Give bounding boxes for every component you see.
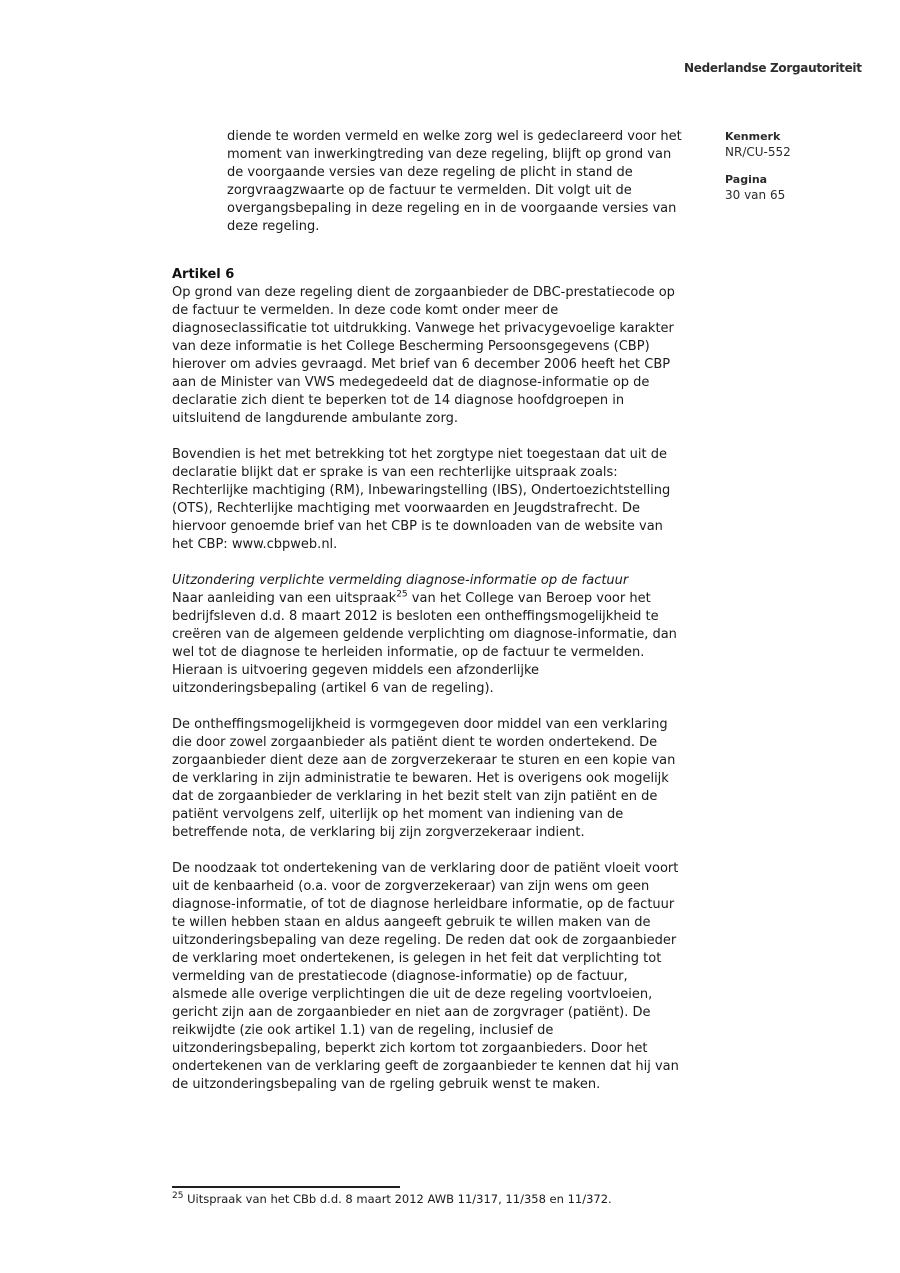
- document-meta-sidebar: [725, 130, 875, 202]
- uitzondering-paragraph-3: De noodzaak tot ondertekening van de verklaring door de patiënt vloeit voort uit de kenbaarheid (o.a. voor de zorgverzekeraar) van zijn wens om geen diagnose-informatie, of tot de diagnose herleidbare informatie, op de factuur te willen hebben staan en aldus aangeeft gebruik te willen maken van de uitzonderingsbepaling van deze regeling. De reden dat ook de zorgaanbieder de verklaring moet ondertekenen, is gelegen in het feit dat verplichting tot vermelding van de prestatiecode (diagnose-informatie) op de factuur, alsmede alle overige verplichtingen die uit de deze regeling voortvloeien, gericht zijn aan de zorgaanbieder en niet aan de zorgvrager (patiënt). De reikwijdte (zie ook artikel 1.1) van de regeling, inclusief de uitzonderingsbepaling, beperkt zich kortom tot zorgaanbieders. Door het ondertekenen van de verklaring geeft de zorgaanbieder te kennen dat hij van de uitzonderingsbepaling van de rgeling gebruik wenst te maken.: [172, 861, 679, 1092]
- footnote-separator-rule: [172, 1186, 400, 1188]
- artikel-6-heading: Artikel 6: [172, 267, 235, 282]
- uitzondering-paragraph-1-continuation: van het College van Beroep voor het bedrijfsleven d.d. 8 maart 2012 is besloten een ontheffingsmogelijkheid te creëren van de algemeen geldende verplichting om diagnose-informatie, dan wel tot de diagnose te herleiden informatie, op de factuur te vermelden. Hieraan is uitvoering gegeven middels een afzonderlijke uitzonderingsbepaling (artikel 6 van de regeling).: [172, 591, 677, 696]
- uitzondering-paragraph-1-text: Naar aanleiding van een uitspraak: [172, 591, 397, 606]
- intro-paragraph: diende te worden vermeld en welke zorg wel is gedeclareerd voor het moment van inwerkingtreding van deze regeling, blijft op grond van de voorgaande versies van deze regeling de plicht in stand de zorgvraagzwaarte op de factuur te vermelden. Dit volgt uit de overgangsbepaling in deze regeling en in de voorgaande versies van deze regeling.: [227, 129, 682, 234]
- footnote-reference-25: 25: [396, 589, 408, 600]
- footnote-marker-25: 25: [172, 1191, 184, 1202]
- footnote-section: [172, 1186, 683, 1207]
- document-body: [172, 128, 683, 1094]
- nza-logo: Nederlandse Zorgautoriteit: [684, 61, 862, 75]
- artikel-6-paragraph-2: Bovendien is het met betrekking tot het zorgtype niet toegestaan dat uit de declaratie blijkt dat er sprake is van een rechterlijke uitspraak zoals: Rechterlijke machtiging (RM), Inbewaringstelling (IBS), Ondertoezichtstelling (OTS), Rechterlijke machtiging met voorwaarden en Jeugdstrafrecht. De hiervoor genoemde brief van het CBP is te downloaden van de website van het CBP: www.cbpweb.nl.: [172, 447, 671, 552]
- artikel-6-paragraph-1: Op grond van deze regeling dient de zorgaanbieder de DBC-prestatiecode op de factuur te vermelden. In deze code komt onder meer de diagnoseclassificatie tot uitdrukking. Vanwege het privacygevoelige karakter van deze informatie is het College Bescherming Persoonsgegevens (CBP) hierover om advies gevraagd. Met brief van 6 december 2006 heeft het CBP aan de Minister van VWS medegedeeld dat de diagnose-informatie op de declaratie zich dient te beperken tot de 14 diagnose hoofdgroepen in uitsluitend de langdurende ambulante zorg.: [172, 285, 675, 426]
- pagina-value: 30 van 65: [725, 188, 786, 202]
- footnote-text: [172, 1192, 683, 1207]
- kenmerk-block: [725, 130, 875, 159]
- footnote-body: Uitspraak van het CBb d.d. 8 maart 2012 AWB 11/317, 11/358 en 11/372.: [183, 1192, 612, 1206]
- kenmerk-value: NR/CU-552: [725, 145, 791, 159]
- pagina-label: Pagina: [725, 173, 768, 186]
- kenmerk-label: Kenmerk: [725, 130, 781, 143]
- uitzondering-paragraph-2: De ontheffingsmogelijkheid is vormgegeven door middel van een verklaring die door zowel zorgaanbieder als patiënt dient te worden ondertekend. De zorgaanbieder dient deze aan de zorgverzekeraar te sturen en een kopie van de verklaring in zijn administratie te bewaren. Het is overigens ook mogelijk dat de zorgaanbieder de verklaring in het bezit stelt van zijn patiënt en de patiënt vervolgens zelf, uiterlijk op het moment van indiening van de betreffende nota, de verklaring bij zijn zorgverzekeraar indient.: [172, 717, 676, 840]
- uitzondering-heading: Uitzondering verplichte vermelding diagnose-informatie op de factuur: [172, 573, 629, 588]
- uitzondering-paragraph-1: [172, 590, 683, 698]
- pagina-block: [725, 173, 875, 202]
